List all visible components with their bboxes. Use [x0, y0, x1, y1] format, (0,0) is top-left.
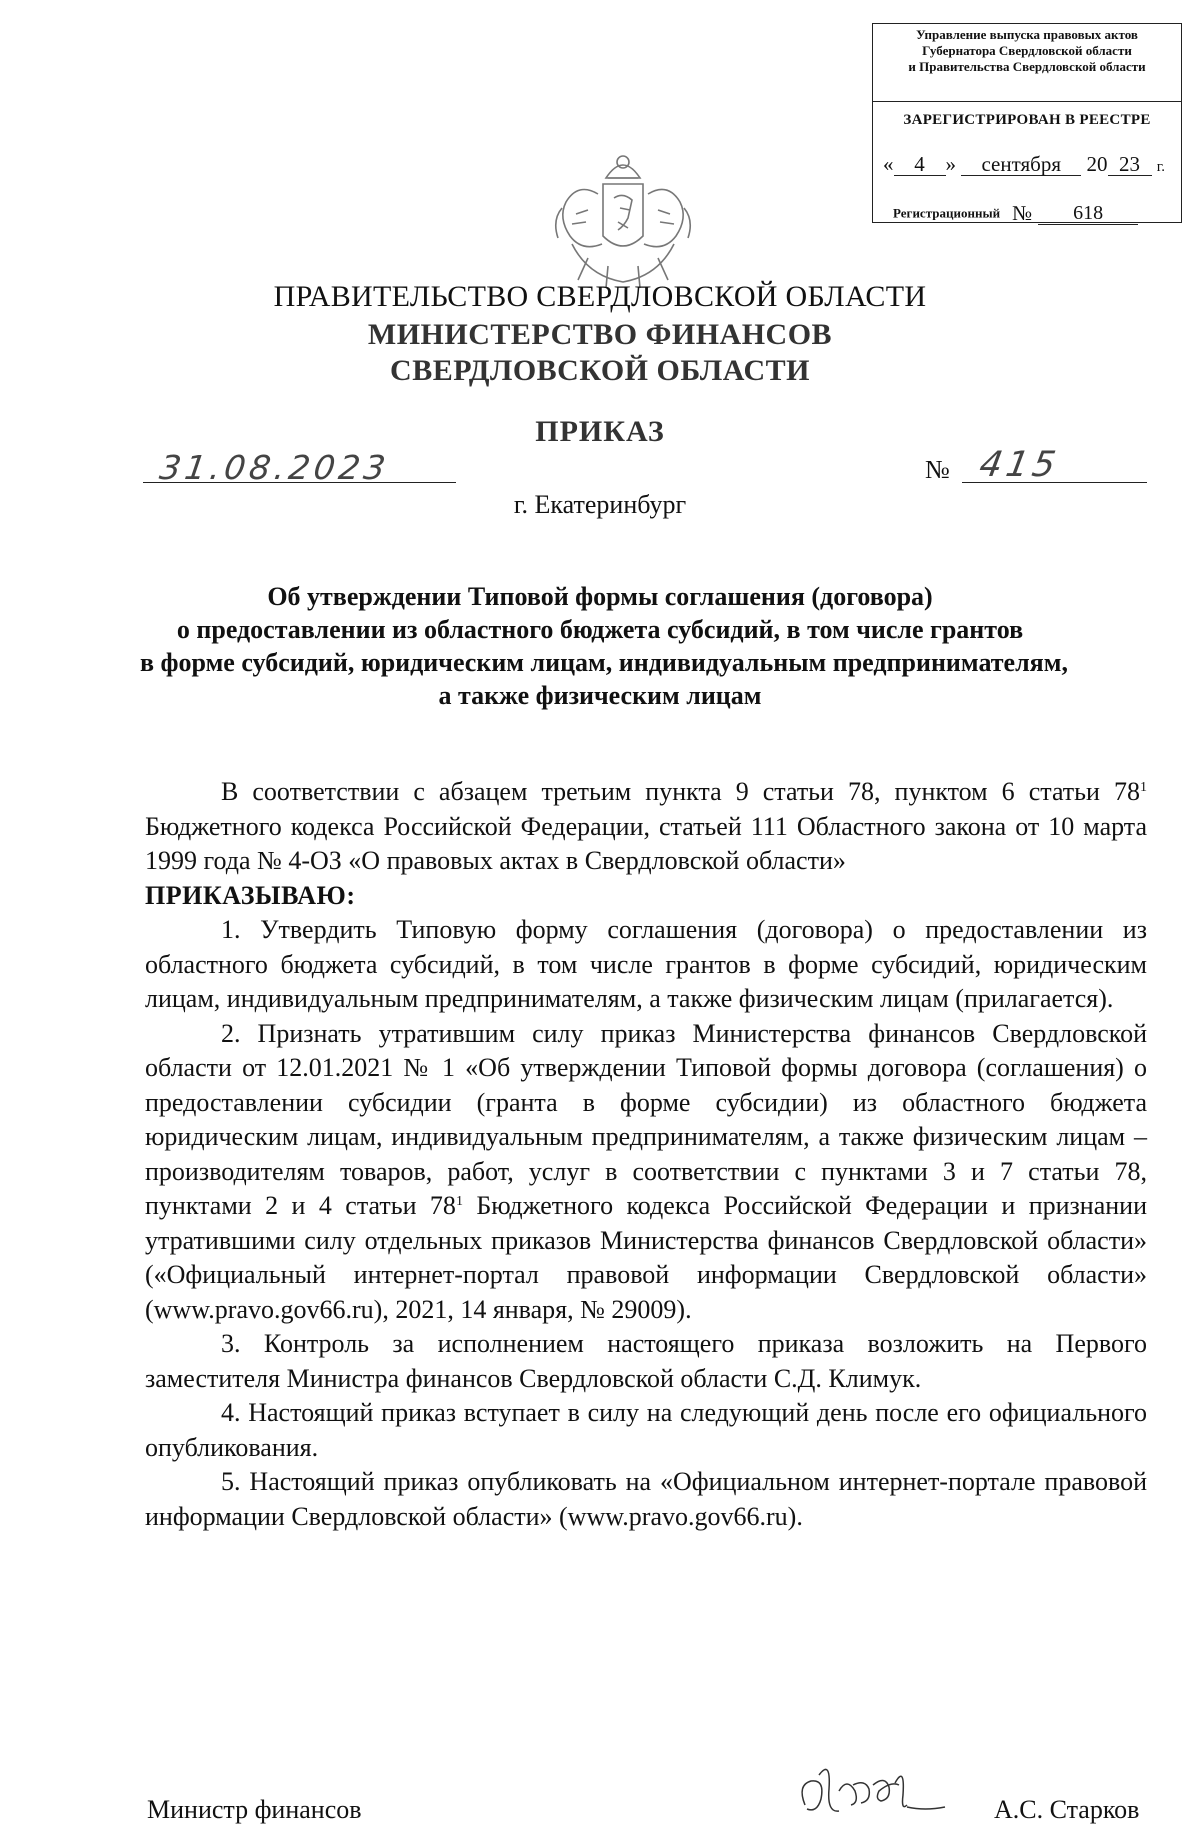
title-line: Об утверждении Типовой формы соглашения (договора): [267, 582, 933, 611]
stamp-header: [873, 24, 1181, 102]
stamp-date: « 4 » сентября 20 23 г.: [883, 152, 1165, 176]
stamp-reg-number: [893, 201, 1138, 226]
registry-stamp: [872, 23, 1182, 223]
stamp-header-line: Управление выпуска правовых актов: [916, 27, 1138, 42]
stamp-date-year-suffix: 23: [1108, 153, 1152, 176]
city: г. Екатеринбург: [513, 490, 687, 519]
stamp-year-abbr: г.: [1156, 159, 1165, 175]
superscript: 1: [1140, 780, 1147, 795]
document-type: ПРИКАЗ: [535, 415, 665, 448]
stamp-date-day: 4: [894, 153, 946, 176]
order-item-3: 3. Контроль за исполнением настоящего приказа возложить на Первого заместителя Министра финансов Свердловской области С.Д. Климук.: [145, 1329, 1147, 1393]
org-line-ministry: МИНИСТЕРСТВО ФИНАНСОВ: [367, 318, 833, 351]
stamp-date-month: сентября: [961, 153, 1081, 176]
org-line-region: СВЕРДЛОВСКОЙ ОБЛАСТИ: [390, 354, 810, 387]
preamble: [145, 775, 1147, 879]
order-item-text: 2. Признать утратившим силу приказ Министерства финансов Свердловской области от 12.01.2021 № 1 «Об утверждении Типовой формы договора (соглашения) о предоставлении субсидии (гранта в форме субсидии) из областного бюджета юридическим лицам, индивидуальным предпринимателям, а также физическим лицам – производителям товаров, работ, услуг в соответствии с пунктами 3 и 7 статьи 78, пунктами 2 и 4 статьи 78: [145, 1018, 1147, 1220]
signer-name: А.С. Старков: [994, 1795, 1140, 1824]
stamp-header-line: Губернатора Свердловской области: [922, 43, 1132, 58]
date-underline: [143, 482, 456, 483]
document-title: [140, 580, 1068, 712]
order-word: ПРИКАЗЫВАЮ:: [145, 880, 356, 910]
order-item-4: 4. Настоящий приказ вступает в силу на следующий день после его официального опубликования.: [145, 1398, 1147, 1462]
preamble-text: В соответствии с абзацем третьим пункта 9 статьи 78, пунктом 6 статьи 78: [221, 777, 1140, 806]
stamp-number-sign: №: [1012, 201, 1033, 225]
order-item-5: 5. Настоящий приказ опубликовать на «Официальном интернет-портале правовой информации Свердловской области» (www.pravo.gov66.ru).: [145, 1467, 1147, 1531]
order-item-2: [145, 1017, 1147, 1328]
coat-of-arms-icon: [548, 148, 698, 293]
document-body: [145, 775, 1147, 1534]
stamp-date-year-prefix: 20: [1086, 152, 1108, 176]
order-item-1: 1. Утвердить Типовую форму соглашения (договора) о предоставлении из областного бюджета субсидий, в том числе грантов в форме субсидий, юридическим лицам, индивидуальным предпринимателям, а также физическим лицам (прилагается).: [145, 915, 1147, 1013]
number-sign: №: [925, 455, 950, 484]
stamp-reg-number-label: Регистрационный: [893, 205, 1001, 221]
preamble-text: Бюджетного кодекса Российской Федерации, статьей 111 Областного закона от 10 марта 1999 года № 4-ОЗ «О правовых актах в Свердловской области»: [145, 811, 1147, 875]
handwritten-number: 415: [976, 445, 1063, 485]
stamp-header-line: и Правительства Свердловской области: [908, 59, 1146, 74]
handwritten-date: 31.08.2023: [157, 448, 392, 487]
title-line: о предоставлении из областного бюджета субсидий, в том числе грантов: [176, 615, 1024, 644]
signer-role: Министр финансов: [147, 1795, 362, 1824]
org-line-government: ПРАВИТЕЛЬСТВО СВЕРДЛОВСКОЙ ОБЛАСТИ: [273, 280, 927, 313]
number-underline: [962, 482, 1147, 483]
superscript: 1: [455, 1194, 463, 1209]
stamp-registered-label: ЗАРЕГИСТРИРОВАН В РЕЕСТРЕ: [903, 112, 1151, 128]
title-line: в форме субсидий, юридическим лицам, индивидуальным предпринимателям,: [140, 648, 1068, 677]
title-line: а также физическим лицам: [438, 681, 762, 710]
handwritten-signature: [795, 1755, 950, 1825]
order-item-text: Бюджетного кодекса Российской Федерации и признании утратившими силу отдельных приказов Министерства финансов Свердловской области» («Официальный интернет-портал правовой информации Свердловской области» (www.pravo.gov66.ru), 2021, 14 января, № 29009).: [145, 1191, 1148, 1324]
stamp-reg-number-value: 618: [1038, 202, 1138, 225]
